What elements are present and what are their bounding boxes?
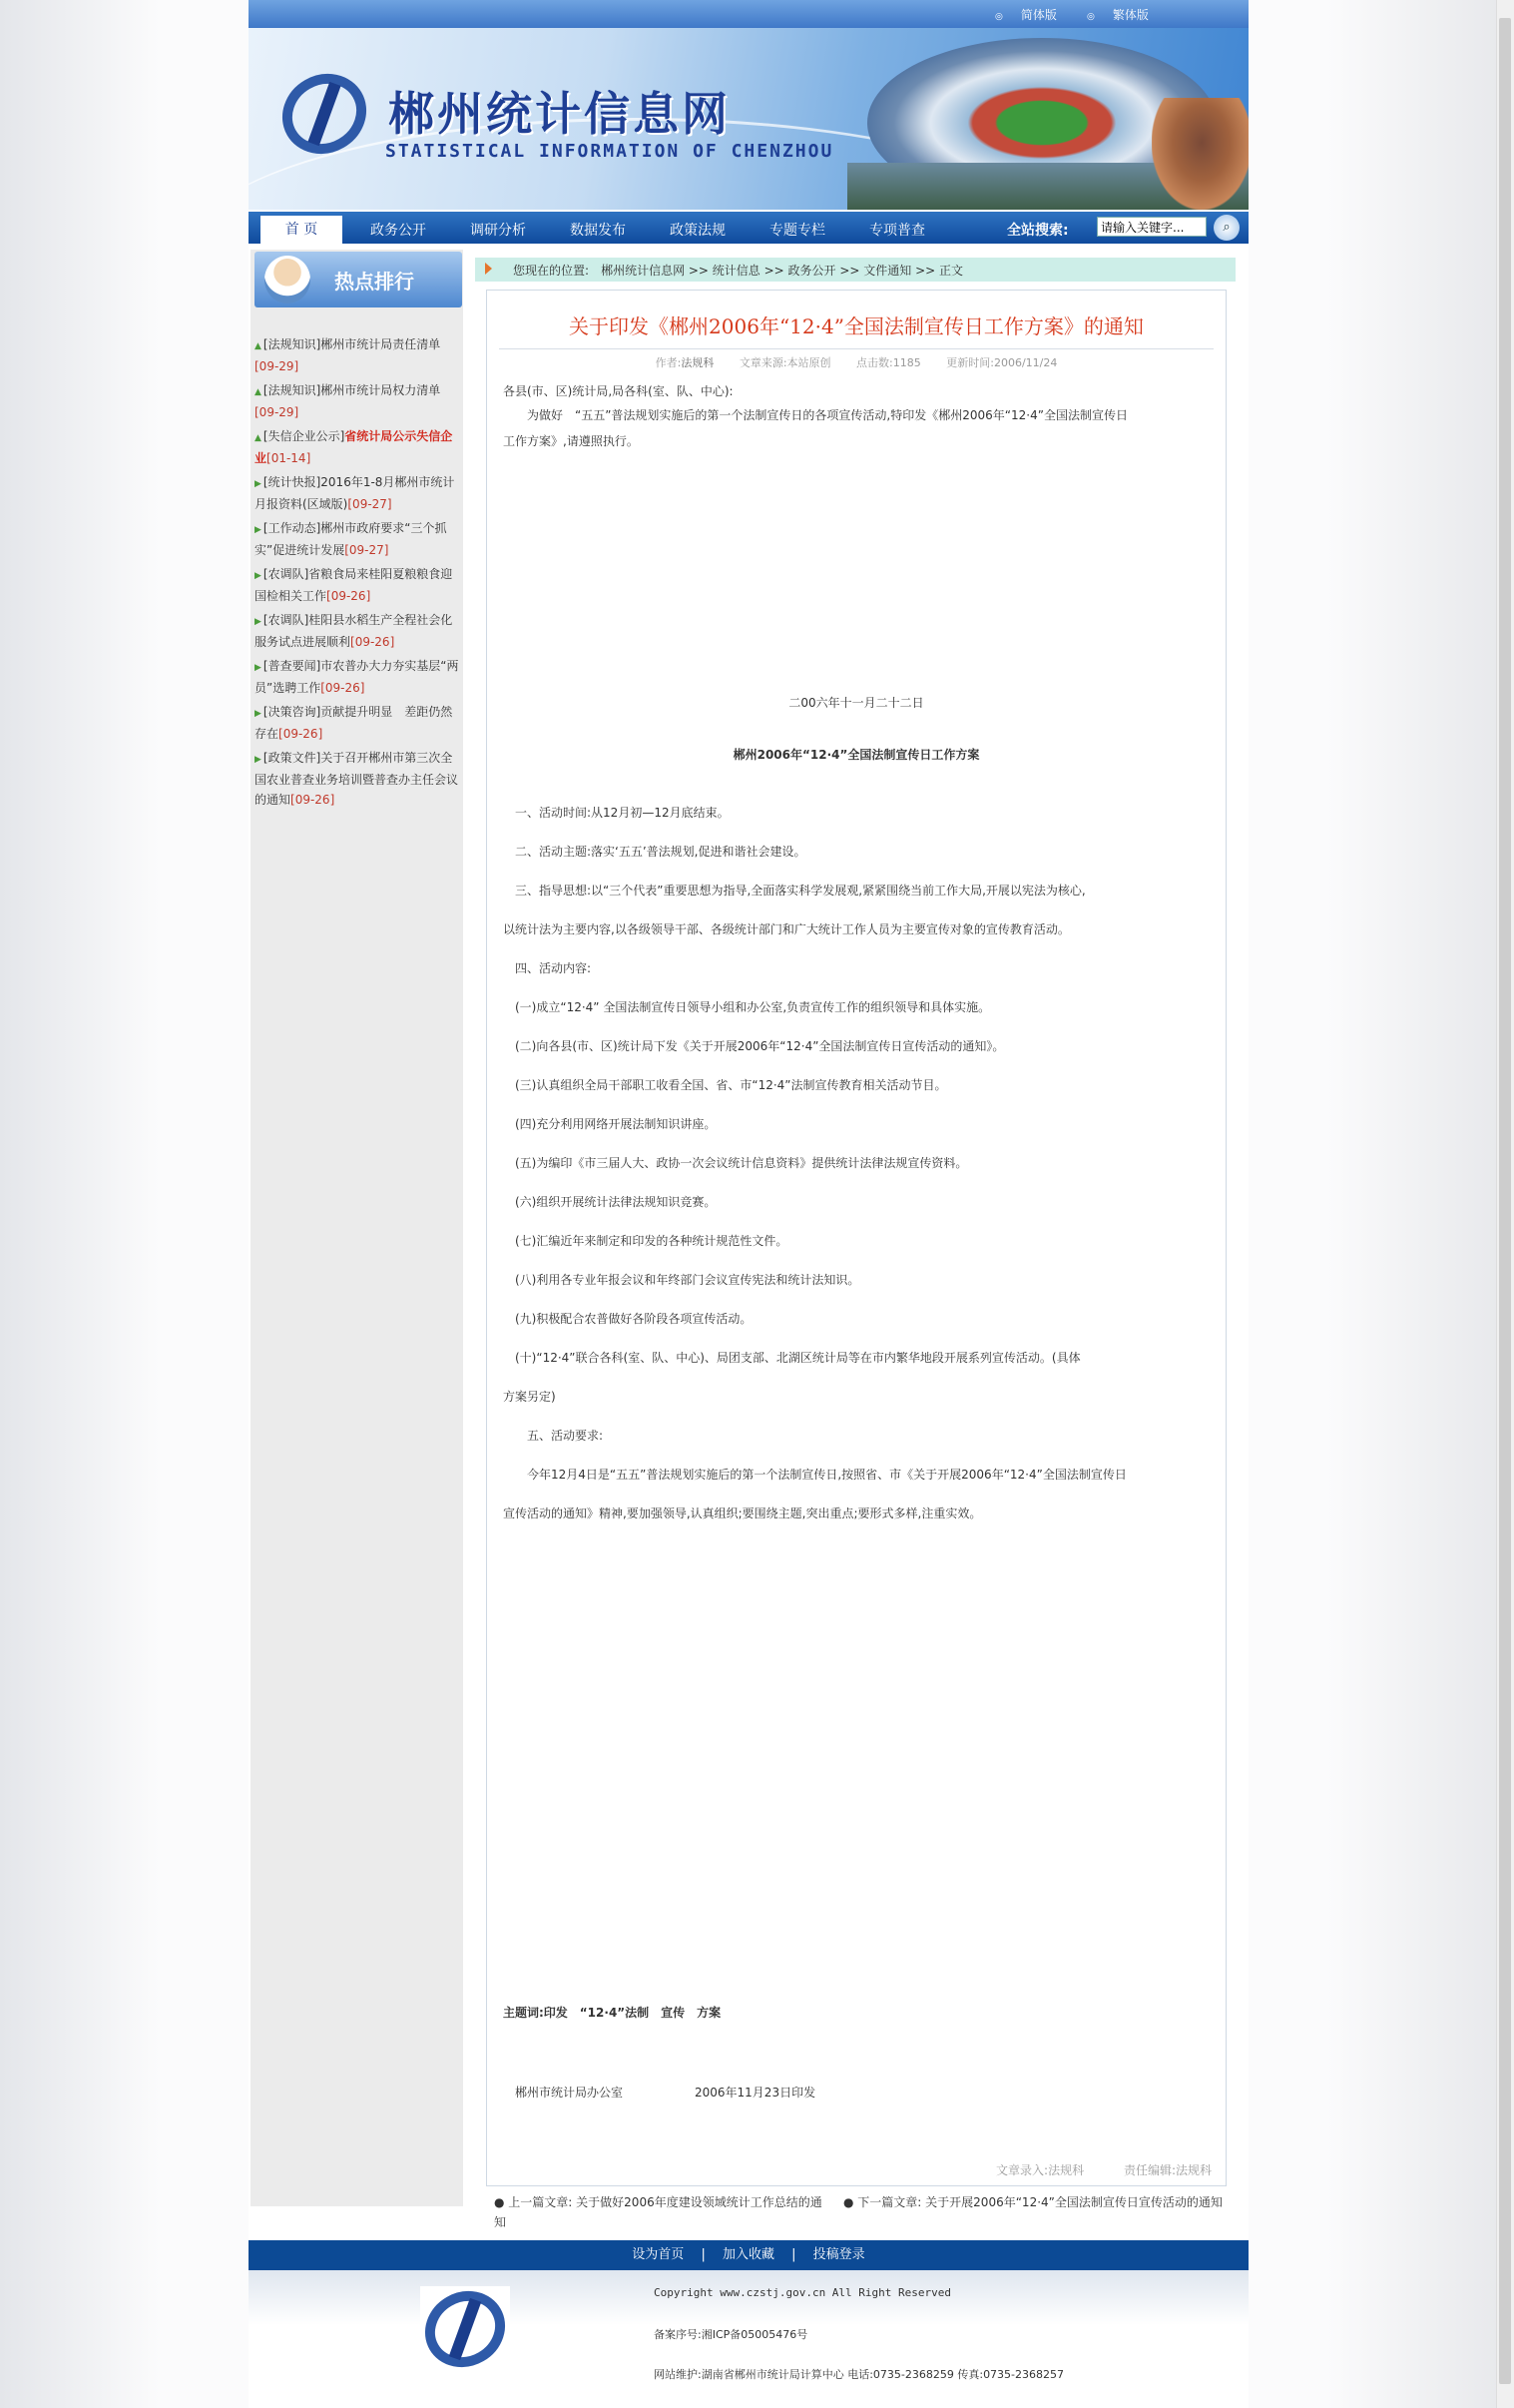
list-item-title[interactable]: [农调队]省粮食局来桂阳夏粮粮食迎国检相关工作 bbox=[254, 567, 453, 603]
article-recipients: 各县(市、区)统计局,局各科(室、队、中心): bbox=[503, 384, 734, 398]
article-meta bbox=[487, 354, 1226, 370]
nav-data-release[interactable]: 数据发布 bbox=[570, 223, 626, 239]
prev-next-nav bbox=[494, 2192, 1233, 2232]
article-paragraph: 今年12月4日是“五五”普法规划实施后的第一个法制宣传日,按照省、市《关于开展2006年“12·4”全国法制宣传日 bbox=[503, 1468, 1127, 1482]
bullet-icon: ▲ bbox=[254, 341, 261, 351]
source-value: 本站原创 bbox=[786, 356, 831, 369]
footer-logo-icon bbox=[420, 2286, 510, 2372]
site-banner bbox=[249, 28, 1249, 210]
author-label: 作者: bbox=[655, 356, 682, 369]
hot-ranking-header bbox=[254, 252, 462, 307]
bullet-icon: ▶ bbox=[254, 755, 261, 765]
list-item-date: [09-26] bbox=[320, 681, 365, 695]
article-paragraph: 以统计法为主要内容,以各级领导干部、各级统计部门和广大统计工作人员为主要宣传对象的宣传教育活动。 bbox=[503, 922, 1070, 936]
prev-link[interactable]: 关于做好2006年度建设领域统计工作总结的通知 bbox=[494, 2195, 822, 2229]
hot-ranking-list bbox=[254, 334, 462, 814]
list-item-date: [09-29] bbox=[254, 359, 299, 373]
updated-value: 2006/11/24 bbox=[993, 356, 1058, 369]
list-item[interactable] bbox=[254, 748, 462, 810]
maintainer-info: 网站维护:湖南省郴州市统计局计算中心 电话:0735-2368259 传真:0735-2368257 bbox=[654, 2368, 1065, 2381]
page-scrollbar[interactable] bbox=[1496, 0, 1514, 2408]
statue-image bbox=[1152, 98, 1249, 210]
breadcrumb-text bbox=[513, 262, 963, 279]
top-bar bbox=[249, 0, 1249, 28]
article-panel bbox=[486, 290, 1227, 2186]
arrow-icon bbox=[485, 263, 492, 275]
main-nav bbox=[249, 212, 1249, 244]
bullet-icon: ▶ bbox=[254, 663, 261, 673]
bullet-icon: ▲ bbox=[254, 433, 261, 443]
article-paragraph: (五)为编印《市三届人大、政协一次会议统计信息资料》提供统计法律法规宣传资料。 bbox=[503, 1156, 968, 1170]
prev-label: 上一篇文章: bbox=[508, 2195, 573, 2209]
nav-home[interactable]: 首 页 bbox=[260, 216, 342, 244]
list-item[interactable] bbox=[254, 610, 462, 652]
scrollbar-thumb[interactable] bbox=[1499, 18, 1511, 2384]
article-paragraph: 工作方案》,请遵照执行。 bbox=[503, 434, 639, 448]
plan-title: 郴州2006年“12·4”全国法制宣传日工作方案 bbox=[733, 748, 980, 762]
list-item-title[interactable]: [政策文件]关于召开郴州市第三次全国农业普查业务培训暨普查办主任会议的通知 bbox=[254, 751, 459, 807]
simplified-link[interactable]: ◎ 简体版 bbox=[995, 6, 1057, 23]
icp-number: 备案序号:湘ICP备05005476号 bbox=[654, 2328, 808, 2341]
search-icon: ⌕ bbox=[1223, 220, 1231, 235]
article-title: 关于印发《郴州2006年“12·4”全国法制宣传日工作方案》的通知 bbox=[569, 314, 1144, 338]
nav-policy[interactable]: 政策法规 bbox=[670, 223, 726, 239]
chief-value: 法规科 bbox=[1175, 2163, 1212, 2177]
list-item-date: [09-26] bbox=[290, 793, 335, 807]
person-icon bbox=[264, 256, 310, 303]
add-favorite-link[interactable]: 加入收藏 bbox=[722, 2247, 774, 2262]
article-paragraph: (十)“12·4”联合各科(室、队、中心)、局团支部、北湖区统计局等在市内繁华地段开展系列宣传活动。(具体 bbox=[503, 1351, 1081, 1365]
list-item-title[interactable]: [决策咨询]贡献提升明显 差距仍然存在 bbox=[254, 705, 453, 741]
editor-value: 法规科 bbox=[1048, 2163, 1085, 2177]
site-subtitle: STATISTICAL INFORMATION OF CHENZHOU bbox=[385, 141, 834, 162]
hot-ranking-title: 热点排行 bbox=[334, 270, 414, 294]
list-item-title[interactable]: [法规知识]郴州市统计局责任清单 bbox=[262, 337, 441, 351]
article-paragraph: 一、活动时间:从12月初—12月底结束。 bbox=[503, 806, 730, 820]
set-home-link[interactable]: 设为首页 bbox=[632, 2247, 685, 2262]
updated-label: 更新时间: bbox=[946, 356, 994, 369]
list-item[interactable] bbox=[254, 564, 462, 606]
clicks-value: 1185 bbox=[892, 356, 921, 369]
list-item-date: [09-26] bbox=[326, 589, 371, 603]
list-item-date: [09-26] bbox=[278, 727, 323, 741]
list-item-title[interactable]: [失信企业公示] bbox=[262, 429, 345, 443]
list-item-title[interactable]: [普查要闻]市农普办大力夯实基层“两员”选聘工作 bbox=[254, 659, 459, 695]
article-paragraph: 为做好 “五五”普法规划实施后的第一个法制宣传日的各项宣传活动,特印发《郴州2006年“12·4”全国法制宣传日 bbox=[503, 408, 1128, 422]
chief-label: 责任编辑: bbox=[1123, 2163, 1176, 2177]
next-article[interactable]: ● 下一篇文章: 关于开展2006年“12·4”全国法制宣传日宣传活动的通知 bbox=[843, 2195, 1223, 2209]
author-value: 法规科 bbox=[681, 356, 715, 369]
article-paragraph: (一)成立“12·4” 全国法制宣传日领导小组和办公室,负责宣传工作的组织领导和具体实施。 bbox=[503, 1000, 991, 1014]
breadcrumb-label: 您现在的位置: bbox=[513, 264, 590, 278]
list-item-title[interactable]: [工作动态]郴州市政府要求“三个抓实”促进统计发展 bbox=[254, 521, 447, 557]
bullet-icon: ▲ bbox=[254, 387, 261, 397]
next-link[interactable]: 关于开展2006年“12·4”全国法制宣传日宣传活动的通知 bbox=[925, 2195, 1223, 2209]
list-item-date: [09-26] bbox=[350, 635, 395, 649]
submit-login-link[interactable]: 投稿登录 bbox=[812, 2247, 865, 2262]
list-item[interactable] bbox=[254, 426, 462, 468]
list-item-title[interactable]: [统计快报]2016年1-8月郴州市统计月报资料(区域版) bbox=[254, 475, 455, 511]
editor-label: 文章录入: bbox=[996, 2163, 1049, 2177]
article-footer bbox=[487, 2161, 1226, 2178]
search-label: 全站搜索: bbox=[1007, 223, 1069, 239]
article-paragraph: (三)认真组织全局干部职工收看全国、省、市“12·4”法制宣传教育相关活动节目。 bbox=[503, 1078, 947, 1092]
article-date: 二00六年十一月二十二日 bbox=[788, 696, 924, 710]
list-item[interactable] bbox=[254, 472, 462, 514]
article-paragraph: 五、活动要求: bbox=[503, 1429, 604, 1443]
article-paragraph: (四)充分利用网络开展法制知识讲座。 bbox=[503, 1117, 717, 1131]
list-item-date: [09-29] bbox=[254, 405, 299, 419]
bullet-icon: ▶ bbox=[254, 571, 261, 581]
keywords: 主题词:印发 “12·4”法制 宣传 方案 bbox=[503, 2006, 722, 2020]
article-paragraph: (七)汇编近年来制定和印发的各种统计规范性文件。 bbox=[503, 1234, 788, 1248]
nav-census[interactable]: 专项普查 bbox=[869, 223, 925, 239]
article-paragraph: (二)向各县(市、区)统计局下发《关于开展2006年“12·4”全国法制宣传日宣传活动的通知》。 bbox=[503, 1039, 1005, 1053]
footer-nav bbox=[249, 2240, 1249, 2270]
list-item-title[interactable]: [农调队]桂阳县水稻生产全程社会化服务试点进展顺利 bbox=[254, 613, 453, 649]
bullet-icon: ▶ bbox=[254, 525, 261, 535]
article-paragraph: 二、活动主题:落实‘五五’普法规划,促进和谐社会建设。 bbox=[503, 845, 806, 859]
copyright: Copyright www.czstj.gov.cn All Right Reserved bbox=[654, 2286, 952, 2299]
issuer: 郴州市统计局办公室 2006年11月23日印发 bbox=[503, 2086, 816, 2100]
prev-article[interactable]: ● 上一篇文章: 关于做好2006年度建设领域统计工作总结的通知 bbox=[494, 2195, 822, 2229]
nav-gov-affairs[interactable]: 政务公开 bbox=[370, 223, 426, 239]
list-item[interactable] bbox=[254, 656, 462, 698]
list-item-date: [09-27] bbox=[347, 497, 392, 511]
list-item[interactable] bbox=[254, 380, 462, 422]
bullet-icon: ▶ bbox=[254, 709, 261, 719]
article-paragraph: (九)积极配合农普做好各阶段各项宣传活动。 bbox=[503, 1312, 753, 1326]
site-footer bbox=[249, 2270, 1249, 2408]
bullet-icon: ▶ bbox=[254, 617, 261, 627]
list-item-date: [01-14] bbox=[266, 451, 311, 465]
list-item-title[interactable]: [法规知识]郴州市统计局权力清单 bbox=[262, 383, 441, 397]
separator: | bbox=[701, 2247, 706, 2262]
nav-research[interactable]: 调研分析 bbox=[470, 223, 526, 239]
article-paragraph: (六)组织开展统计法律法规知识竞赛。 bbox=[503, 1195, 717, 1209]
source-label: 文章来源: bbox=[739, 356, 787, 369]
article-paragraph: 宣传活动的通知》精神,要加强领导,认真组织;要围绕主题,突出重点;要形式多样,注重实效。 bbox=[503, 1506, 982, 1520]
article-paragraph: 方案另定) bbox=[503, 1390, 556, 1404]
list-item-highlight[interactable]: 省统计局公示失信企业 bbox=[254, 429, 453, 465]
page-container bbox=[249, 0, 1249, 2408]
bullet-icon: ▶ bbox=[254, 479, 261, 489]
sidebar bbox=[251, 250, 463, 2206]
site-title: 郴州统计信息网 bbox=[388, 87, 731, 141]
breadcrumb-path[interactable]: 郴州统计信息网 >> 统计信息 >> 政务公开 >> 文件通知 >> 正文 bbox=[601, 264, 964, 278]
clicks-label: 点击数: bbox=[856, 356, 893, 369]
list-item[interactable] bbox=[254, 702, 462, 744]
list-item-date: [09-27] bbox=[344, 543, 389, 557]
separator: | bbox=[791, 2247, 796, 2262]
article-paragraph: (八)利用各专业年报会议和年终部门会议宣传宪法和统计法知识。 bbox=[503, 1273, 860, 1287]
list-item[interactable] bbox=[254, 334, 462, 376]
search-input[interactable] bbox=[1097, 217, 1207, 237]
breadcrumb bbox=[475, 258, 1236, 282]
next-label: 下一篇文章: bbox=[857, 2195, 922, 2209]
search-button[interactable] bbox=[1214, 215, 1240, 241]
site-logo-icon bbox=[278, 70, 370, 158]
article-paragraph: 四、活动内容: bbox=[503, 961, 592, 975]
nav-special-topics[interactable]: 专题专栏 bbox=[769, 223, 825, 239]
article-paragraph: 三、指导思想:以“三个代表”重要思想为指导,全面落实科学发展观,紧紧围绕当前工作大局,开展以宪法为核心, bbox=[503, 884, 1086, 898]
divider bbox=[499, 348, 1214, 349]
list-item[interactable] bbox=[254, 518, 462, 560]
traditional-link[interactable]: ◎ 繁体版 bbox=[1087, 6, 1149, 23]
